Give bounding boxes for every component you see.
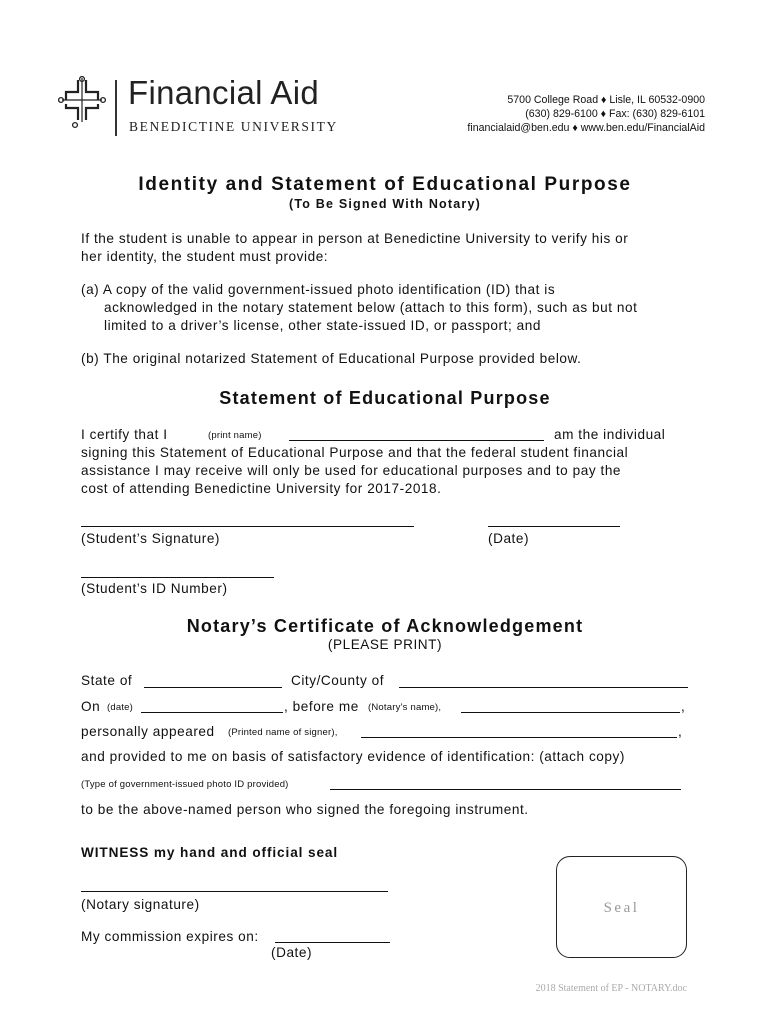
- item-a-line-1: (a) A copy of the valid government-issued photo identification (ID) that is: [81, 282, 556, 297]
- page-title: Identity and Statement of Educational Purpose: [138, 174, 632, 195]
- notary-signature-field[interactable]: [81, 891, 388, 892]
- print-name-field[interactable]: [289, 440, 544, 441]
- seal-label: Seal: [603, 900, 640, 916]
- before-me-label: , before me: [284, 699, 359, 714]
- on-label: On: [81, 699, 101, 714]
- city-county-label: City/County of: [291, 673, 385, 688]
- statement-line-4: cost of attending Benedictine University for 2017-2018.: [81, 481, 442, 496]
- notary-name-label: (Notary’s name),: [368, 702, 442, 713]
- contact-block: [467, 93, 705, 135]
- statement-line-2: signing this Statement of Educational Purpose and that the federal student financial: [81, 445, 629, 460]
- address-line: 5700 College Road ♦ Lisle, IL 60532-0900: [507, 94, 705, 106]
- student-id-field[interactable]: [81, 577, 274, 578]
- type-id-label: (Type of government-issued photo ID provided): [81, 779, 289, 790]
- on-date-field[interactable]: [141, 712, 283, 713]
- signer-name-field[interactable]: [361, 737, 677, 738]
- state-of-label: State of: [81, 673, 133, 688]
- notary-signature-label: (Notary signature): [81, 897, 200, 912]
- student-id-label: (Student’s ID Number): [81, 581, 228, 596]
- statement-line-3: assistance I may receive will only be used for educational purposes and to pay the: [81, 463, 622, 478]
- am-individual-text: am the individual: [554, 427, 666, 442]
- certify-text: I certify that I: [81, 427, 168, 442]
- witness-label: WITNESS my hand and official seal: [81, 845, 339, 860]
- phone-line: (630) 829-6100 ♦ Fax: (630) 829-6101: [525, 108, 705, 120]
- web-line: financialaid@ben.edu ♦ www.ben.edu/FinancialAid: [467, 122, 705, 134]
- item-a-line-2: acknowledged in the notary statement below (attach to this form), such as but not: [104, 300, 638, 315]
- university-cross-icon: [58, 76, 106, 130]
- intro-line-2: her identity, the student must provide:: [81, 249, 329, 264]
- commission-label: My commission expires on:: [81, 929, 259, 944]
- statement-heading: Statement of Educational Purpose: [219, 388, 551, 408]
- student-signature-field[interactable]: [81, 526, 414, 527]
- item-a-line-3: limited to a driver’s license, other state-issued ID, or passport; and: [104, 318, 541, 333]
- state-field[interactable]: [144, 687, 282, 688]
- student-signature-label: (Student’s Signature): [81, 531, 221, 546]
- commission-date-field[interactable]: [275, 942, 390, 943]
- student-date-label: (Date): [488, 531, 530, 546]
- page-subtitle: (To Be Signed With Notary): [289, 197, 481, 211]
- logo-title: Financial Aid: [128, 74, 320, 111]
- commission-date-label: (Date): [271, 945, 313, 960]
- personally-appeared-label: personally appeared: [81, 724, 215, 739]
- notary-name-field[interactable]: [461, 712, 680, 713]
- on-date-label: (date): [107, 702, 134, 713]
- notary-heading: Notary’s Certificate of Acknowledgement: [186, 616, 584, 636]
- above-named-line: to be the above-named person who signed the foregoing instrument.: [81, 802, 529, 817]
- provided-line: and provided to me on basis of satisfactory evidence of identification: (attach copy): [81, 749, 625, 764]
- printed-name-signer-label: (Printed name of signer),: [228, 727, 338, 738]
- type-id-field[interactable]: [330, 789, 681, 790]
- city-county-field[interactable]: [399, 687, 688, 688]
- signer-name-comma: ,: [678, 724, 683, 739]
- intro-line-1: If the student is unable to appear in person at Benedictine University to verify his or: [81, 231, 629, 246]
- notary-name-comma: ,: [681, 699, 686, 714]
- item-b: (b) The original notarized Statement of Educational Purpose provided below.: [81, 351, 582, 366]
- please-print-label: (PLEASE PRINT): [327, 637, 443, 652]
- print-name-label: (print name): [208, 430, 262, 441]
- logo-divider: [115, 80, 117, 136]
- footer-filename: 2018 Statement of EP - NOTARY.doc: [535, 983, 687, 994]
- logo-subtitle: BENEDICTINE UNIVERSITY: [129, 119, 338, 134]
- student-date-field[interactable]: [488, 526, 620, 527]
